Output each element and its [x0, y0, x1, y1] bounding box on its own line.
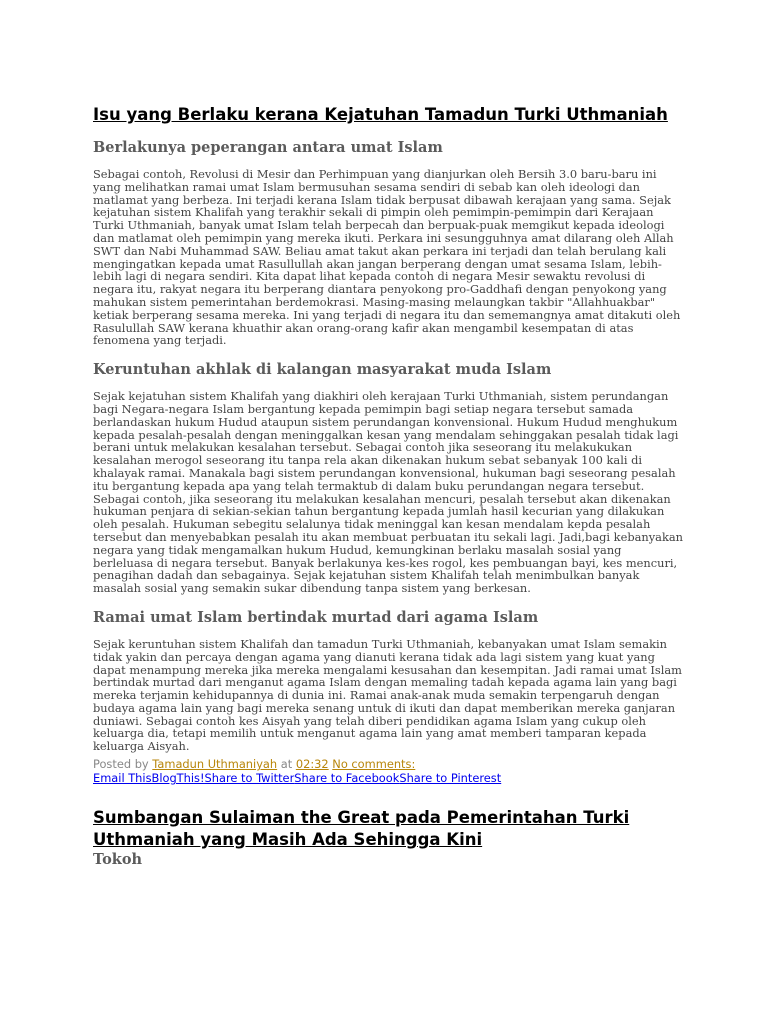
- section-body-2: Sejak kejatuhan sistem Khalifah yang diakhiri oleh kerajaan Turki Uthmaniah, sistem perundangan bagi Negara-negara Islam bergantung kepada pemimpin bagi setiap negara tersebut samada berlandaskan hukum Hudud ataupun sistem perundangan konvensional. Hukum Hudud menghukum kepada pesalah-pesalah dengan meninggalkan kesan yang mendalam sehinggakan pesalah tidak lagi berani untuk melakukan kesalahan tersebut. Sebagai contoh jika seseorang itu melakukukan kesalahan merogol seseorang itu tanpa rela akan dikenakan hukum sebat sebanyak 100 kali di khalayak ramai. Manakala bagi sistem perundangan konvensional, hukuman bagi seseorang pesalah itu bergantung kepada apa yang telah termaktub di dalam buku perundangan negara tersebut. Sebagai contoh, jika seseorang itu melakukan kesalahan mencuri, pesalah tersebut akan dikenakan hukuman penjara di sekian-sekian tahun bergantung kepada jumlah hasil kecurian yang dilakukan oleh pesalah. Hukuman sebegitu selalunya tidak meninggal kan kesan mendalam kepda pesalah tersebut dan menyebabkan pesalah itu akan membuat perbuatan itu sekali lagi. Jadi,bagi kebanyakan negara yang tidak mengamalkan hukum Hudud, kemungkinan berlaku masalah sosial yang berleluasa di negara tersebut. Banyak berlakunya kes-kes rogol, kes pembuangan bayi, kes mencuri, penagihan dadah dan sebagainya. Sejak kejatuhan sistem Khalifah telah menimbulkan banyak masalah sosial yang semakin sukar dibendung tanpa sistem yang berkesan.: [93, 389, 683, 596]
- post-title[interactable]: Isu yang Berlaku kerana Kejatuhan Tamadun Turki Uthmaniah: [93, 105, 668, 124]
- blogthis-link[interactable]: BlogThis!: [151, 771, 205, 786]
- post-title-2[interactable]: Sumbangan Sulaiman the Great pada Pemerintahan Turki Uthmaniah yang Masih Ada Sehingga Kini: [93, 808, 630, 850]
- section-body-3: Sejak keruntuhan sistem Khalifah dan tamadun Turki Uthmaniah, kebanyakan umat Islam semakin tidak yakin dan percaya dengan agama yang dianuti kerana tidak ada lagi sistem yang kuat yang dapat menampung mereka jika mereka mengalami kesusahan dan kesempitan. Jadi ramai umat Islam bertindak murtad dari menganut agama Islam dengan memaling tadah kepada agama lain yang bagi mereka terjamin kehidupannya di dunia ini. Ramai anak-anak muda semakin terpengaruh dengan budaya agama lain yang bagi mereka senang untuk di ikuti dan dapat memberikan mereka ganjaran duniawi. Sebagai contoh kes Aisyah yang telah diberi pendidikan agama Islam yang cukup oleh keluarga dia, tetapi memilih untuk menganut agama lain yang amat memberi tamparan kepada keluarga Aisyah.: [93, 636, 682, 754]
- section-heading-3: Ramai umat Islam bertindak murtad dari agama Islam: [93, 608, 539, 626]
- share-links: [93, 771, 683, 785]
- at-label: at: [280, 757, 293, 772]
- timestamp-link[interactable]: 02:32: [295, 757, 329, 772]
- section-heading-2: Keruntuhan akhlak di kalangan masyarakat muda Islam: [93, 361, 552, 379]
- share-facebook-link[interactable]: Share to Facebook: [294, 771, 400, 786]
- posted-by-label: Posted by: [93, 757, 149, 772]
- section-body-1: Sebagai contoh, Revolusi di Mesir dan Perhimpuan yang dianjurkan oleh Bersih 3.0 baru-baru ini yang melihatkan ramai umat Islam bermusuhan sesama sendiri di sebab kan oleh ideologi dan matlamat yang berbeza. Ini terjadi kerana Islam tidak berpusat dibawah kerajaan yang sama. Sejak kejatuhan sistem Khalifah yang terakhir sekali di pimpin oleh pemimpin-pemimpin dari Kerajaan Turki Uthmaniah, banyak umat Islam telah berpecah dan berpuak-puak memgikut kepada ideologi dan matlamat oleh pemimpin yang mereka ikuti. Perkara ini sesungguhnya amat dilarang oleh Allah SWT dan Nabi Muhammad SAW. Beliau amat takut akan perkara ini terjadi dan telah berulang kali mengingatkan kepada umat Rasullullah akan jangan berperang dengan umat sesama Islam, lebih-lebih lagi di negara sendiri. Kita dapat lihat kepada contoh di negara Mesir sewaktu revolusi di negara itu, rakyat negara itu berperang diantara penyokong pro-Gaddhafi dengan penyokong yang mahukan sistem pemerintahan berdemokrasi. Masing-masing melaungkan takbir "Allahhuakbar" ketiak berperang sesama mereka. Ini yang terjadi di negara itu dan sememangnya amat ditakuti oleh Rasulullah SAW kerana khuathir akan orang-orang kafir akan mengambil kesempatan di atas fenomena yang terjadi.: [93, 167, 681, 348]
- post-footer: [93, 757, 683, 771]
- share-pinterest-link[interactable]: Share to Pinterest: [399, 771, 502, 786]
- share-twitter-link[interactable]: Share to Twitter: [204, 771, 295, 786]
- section-heading-1: Berlakunya peperangan antara umat Islam: [93, 139, 443, 156]
- email-this-link[interactable]: Email This: [93, 771, 152, 786]
- comments-link[interactable]: No comments:: [332, 757, 416, 772]
- author-link[interactable]: Tamadun Uthmaniyah: [152, 757, 278, 772]
- blog-page: [93, 104, 683, 869]
- label-heading: Tokoh: [93, 851, 143, 869]
